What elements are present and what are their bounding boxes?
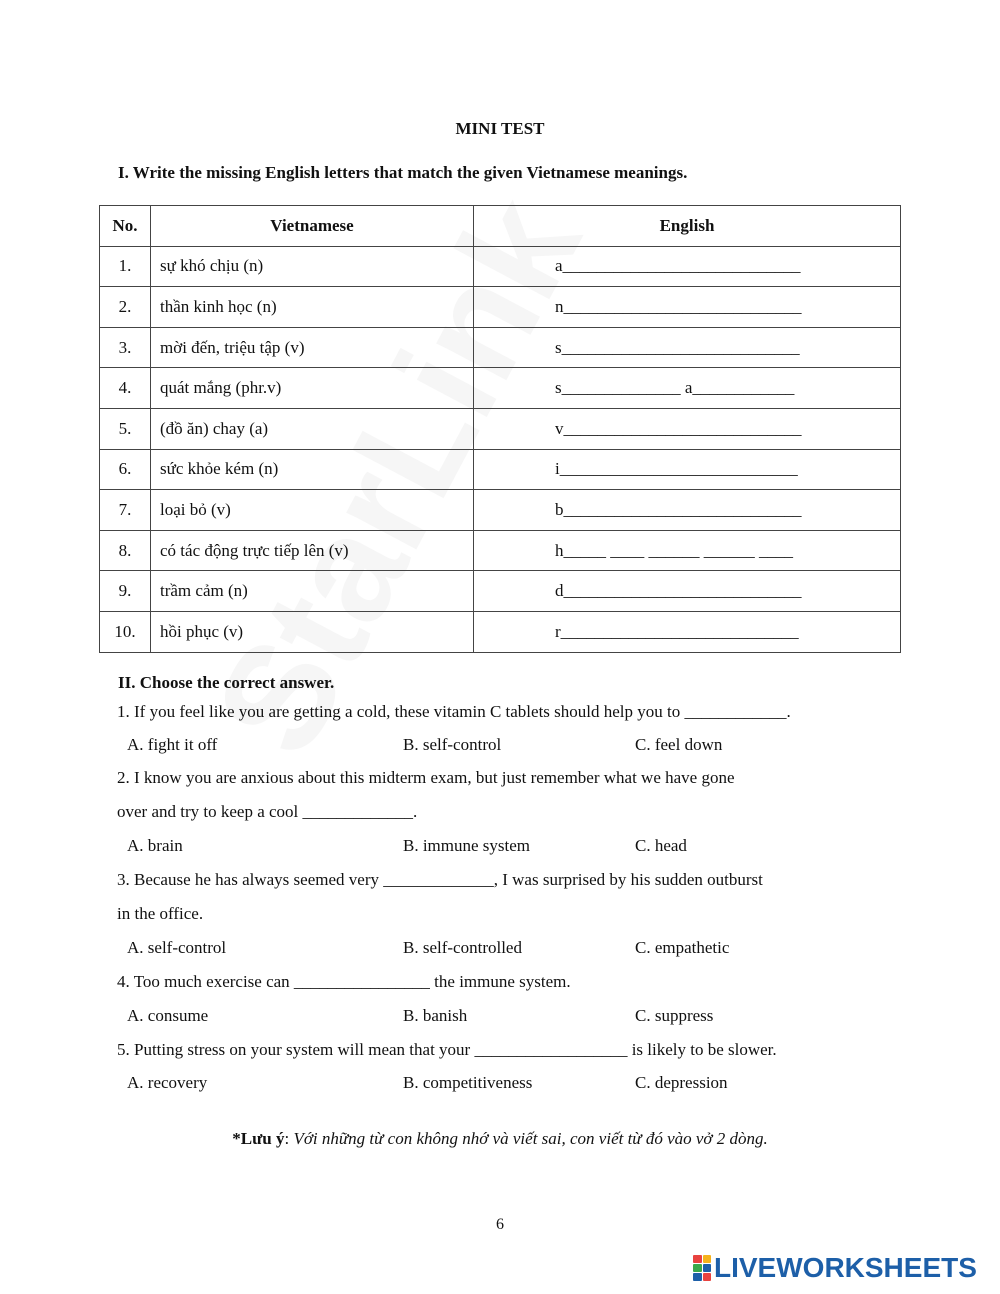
row-english-blank[interactable]: n____________________________ [474,287,901,328]
header-vietnamese: Vietnamese [151,206,474,247]
row-vietnamese: loại bỏ (v) [151,490,474,531]
q2-option-b[interactable]: B. immune system [403,836,531,855]
q2-option-c[interactable]: C. head [635,836,687,855]
row-english-blank[interactable]: b____________________________ [474,490,901,531]
question-3-text: 3. Because he has always seemed very _____________, I was surprised by his sudden outburst [117,870,763,889]
q4-option-a[interactable]: A. consume [127,1006,209,1025]
row-vietnamese: quát mắng (phr.v) [151,368,474,409]
row-vietnamese: sức khỏe kém (n) [151,449,474,490]
q2-option-a[interactable]: A. brain [127,836,183,855]
note [0,1129,1000,1149]
question-5-text: 5. Putting stress on your system will mean that your __________________ is likely to be slower. [117,1040,777,1059]
note-separator: : [284,1129,294,1148]
row-vietnamese: sự khó chịu (n) [151,246,474,287]
row-english-blank[interactable]: s____________________________ [474,327,901,368]
table-row [100,530,901,571]
q5-option-a[interactable]: A. recovery [127,1073,208,1092]
question-2-text-cont: over and try to keep a cool _____________. [117,802,418,821]
section2-heading: II. Choose the correct answer. [118,673,335,692]
row-no: 2. [100,287,151,328]
row-no: 7. [100,490,151,531]
table-row [100,490,901,531]
row-no: 6. [100,449,151,490]
row-english-blank[interactable]: a____________________________ [474,246,901,287]
q3-option-c[interactable]: C. empathetic [635,938,730,957]
table-header-row [100,206,901,247]
row-no: 10. [100,611,151,652]
row-english-blank[interactable]: v____________________________ [474,408,901,449]
q5-option-b[interactable]: B. competitiveness [403,1073,533,1092]
table-row [100,327,901,368]
row-vietnamese: có tác động trực tiếp lên (v) [151,530,474,571]
row-no: 3. [100,327,151,368]
row-vietnamese: (đồ ăn) chay (a) [151,408,474,449]
q3-option-a[interactable]: A. self-control [127,938,227,957]
row-vietnamese: hồi phục (v) [151,611,474,652]
table-row [100,571,901,612]
page-number: 6 [496,1216,504,1233]
header-english: English [474,206,901,247]
q3-option-b[interactable]: B. self-controlled [403,938,522,957]
table-row [100,287,901,328]
question-1-text: 1. If you feel like you are getting a cold, these vitamin C tablets should help you to ____________. [117,702,791,721]
note-label: *Lưu ý [232,1129,285,1148]
row-no: 5. [100,408,151,449]
row-english-blank[interactable]: i____________________________ [474,449,901,490]
note-text: Với những từ con không nhớ và viết sai, con viết từ đó vào vở 2 dòng. [293,1129,768,1148]
row-no: 9. [100,571,151,612]
section1-heading: I. Write the missing English letters that match the given Vietnamese meanings. [118,163,688,182]
q1-option-a[interactable]: A. fight it off [127,735,218,754]
table-row [100,368,901,409]
table-row [100,449,901,490]
row-vietnamese: thần kinh học (n) [151,287,474,328]
row-vietnamese: mời đến, triệu tập (v) [151,327,474,368]
row-english-blank[interactable]: h_____ ____ ______ ______ ____ [474,530,901,571]
logo-text: LIVEWORKSHEETS [714,1252,977,1283]
table-row [100,408,901,449]
logo-mark-icon [693,1255,711,1281]
row-vietnamese: trầm cảm (n) [151,571,474,612]
q1-option-c[interactable]: C. feel down [635,735,723,754]
q5-option-c[interactable]: C. depression [635,1073,728,1092]
question-2-text: 2. I know you are anxious about this midterm exam, but just remember what we have gone [117,768,735,787]
q4-option-b[interactable]: B. banish [403,1006,468,1025]
row-english-blank[interactable]: s______________ a____________ [474,368,901,409]
table-row [100,246,901,287]
q4-option-c[interactable]: C. suppress [635,1006,714,1025]
page-title: MINI TEST [455,119,545,138]
row-english-blank[interactable]: r____________________________ [474,611,901,652]
vocab-table [99,205,901,653]
liveworksheets-logo [693,1252,977,1284]
question-4-text: 4. Too much exercise can ________________ the immune system. [117,972,571,991]
header-no: No. [100,206,151,247]
q1-option-b[interactable]: B. self-control [403,735,502,754]
row-no: 1. [100,246,151,287]
row-no: 4. [100,368,151,409]
row-no: 8. [100,530,151,571]
row-english-blank[interactable]: d____________________________ [474,571,901,612]
question-3-text-cont: in the office. [117,904,204,923]
table-row [100,611,901,652]
